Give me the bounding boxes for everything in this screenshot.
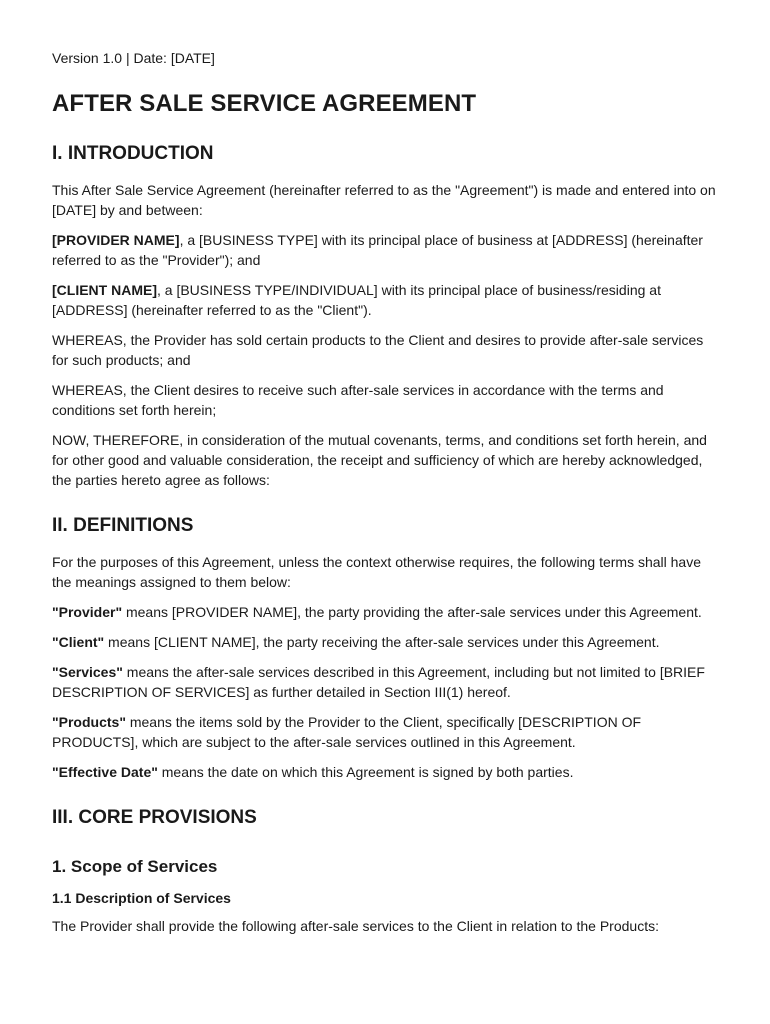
section-heading-definitions: II. DEFINITIONS bbox=[52, 515, 194, 536]
definition-text: means the items sold by the Provider to the Client, specifically [DESCRIPTION OF PRODUCTS], which are subject to the after-sale services outlined in this Agreement. bbox=[52, 714, 642, 750]
section-heading-core-provisions: III. CORE PROVISIONS bbox=[52, 807, 257, 828]
whereas-paragraph-2: WHEREAS, the Client desires to receive such after-sale services in accordance with the terms and conditions set forth herein; bbox=[52, 382, 664, 418]
description-paragraph: The Provider shall provide the following after-sale services to the Client in relation to the Products: bbox=[52, 918, 659, 934]
client-name-placeholder: [CLIENT NAME] bbox=[52, 282, 157, 298]
definition-text: means the after-sale services described in this Agreement, including but not limited to [BRIEF DESCRIPTION OF SERVICES] as further detailed in Section III(1) hereof. bbox=[52, 664, 705, 700]
definition-item bbox=[52, 712, 722, 752]
now-therefore-paragraph: NOW, THEREFORE, in consideration of the mutual covenants, terms, and conditions set forth herein, and for other good and valuable consideration, the receipt and sufficiency of which are hereby acknowledged, the parties hereto agree as follows: bbox=[52, 432, 707, 488]
subsection-heading-scope: 1. Scope of Services bbox=[52, 857, 218, 876]
provider-party-paragraph bbox=[52, 230, 722, 270]
document-title: AFTER SALE SERVICE AGREEMENT bbox=[52, 90, 477, 117]
definition-term: "Effective Date" bbox=[52, 764, 158, 780]
client-party-text: , a [BUSINESS TYPE/INDIVIDUAL] with its principal place of business/residing at [ADDRESS] (hereinafter referred to as the "Client"). bbox=[52, 282, 661, 318]
definition-item bbox=[52, 662, 722, 702]
intro-paragraph: This After Sale Service Agreement (hereinafter referred to as the "Agreement") is made and entered into on [DATE] by and between: bbox=[52, 182, 716, 218]
whereas-paragraph-1: WHEREAS, the Provider has sold certain products to the Client and desires to provide after-sale services for such products; and bbox=[52, 332, 704, 368]
section-heading-introduction: I. INTRODUCTION bbox=[52, 143, 214, 164]
definition-term: "Services" bbox=[52, 664, 123, 680]
definitions-intro: For the purposes of this Agreement, unless the context otherwise requires, the following terms shall have the meanings assigned to them below: bbox=[52, 554, 702, 590]
definition-term: "Client" bbox=[52, 634, 105, 650]
provider-name-placeholder: [PROVIDER NAME] bbox=[52, 232, 180, 248]
definition-item bbox=[52, 632, 722, 652]
definition-text: means [PROVIDER NAME], the party providing the after-sale services under this Agreement. bbox=[122, 604, 702, 620]
subsection-heading-description: 1.1 Description of Services bbox=[52, 890, 231, 906]
client-party-paragraph bbox=[52, 280, 722, 320]
definition-text: means the date on which this Agreement is signed by both parties. bbox=[157, 764, 574, 780]
definition-text: means [CLIENT NAME], the party receiving the after-sale services under this Agreement. bbox=[104, 634, 660, 650]
definition-item bbox=[52, 602, 722, 622]
version-line: Version 1.0 | Date: [DATE] bbox=[52, 50, 215, 66]
definition-item bbox=[52, 762, 722, 782]
definition-term: "Provider" bbox=[52, 604, 123, 620]
document-page bbox=[52, 48, 722, 936]
definition-term: "Products" bbox=[52, 714, 126, 730]
provider-party-text: , a [BUSINESS TYPE] with its principal place of business at [ADDRESS] (hereinafter referred to as the "Provider"); and bbox=[52, 232, 703, 268]
